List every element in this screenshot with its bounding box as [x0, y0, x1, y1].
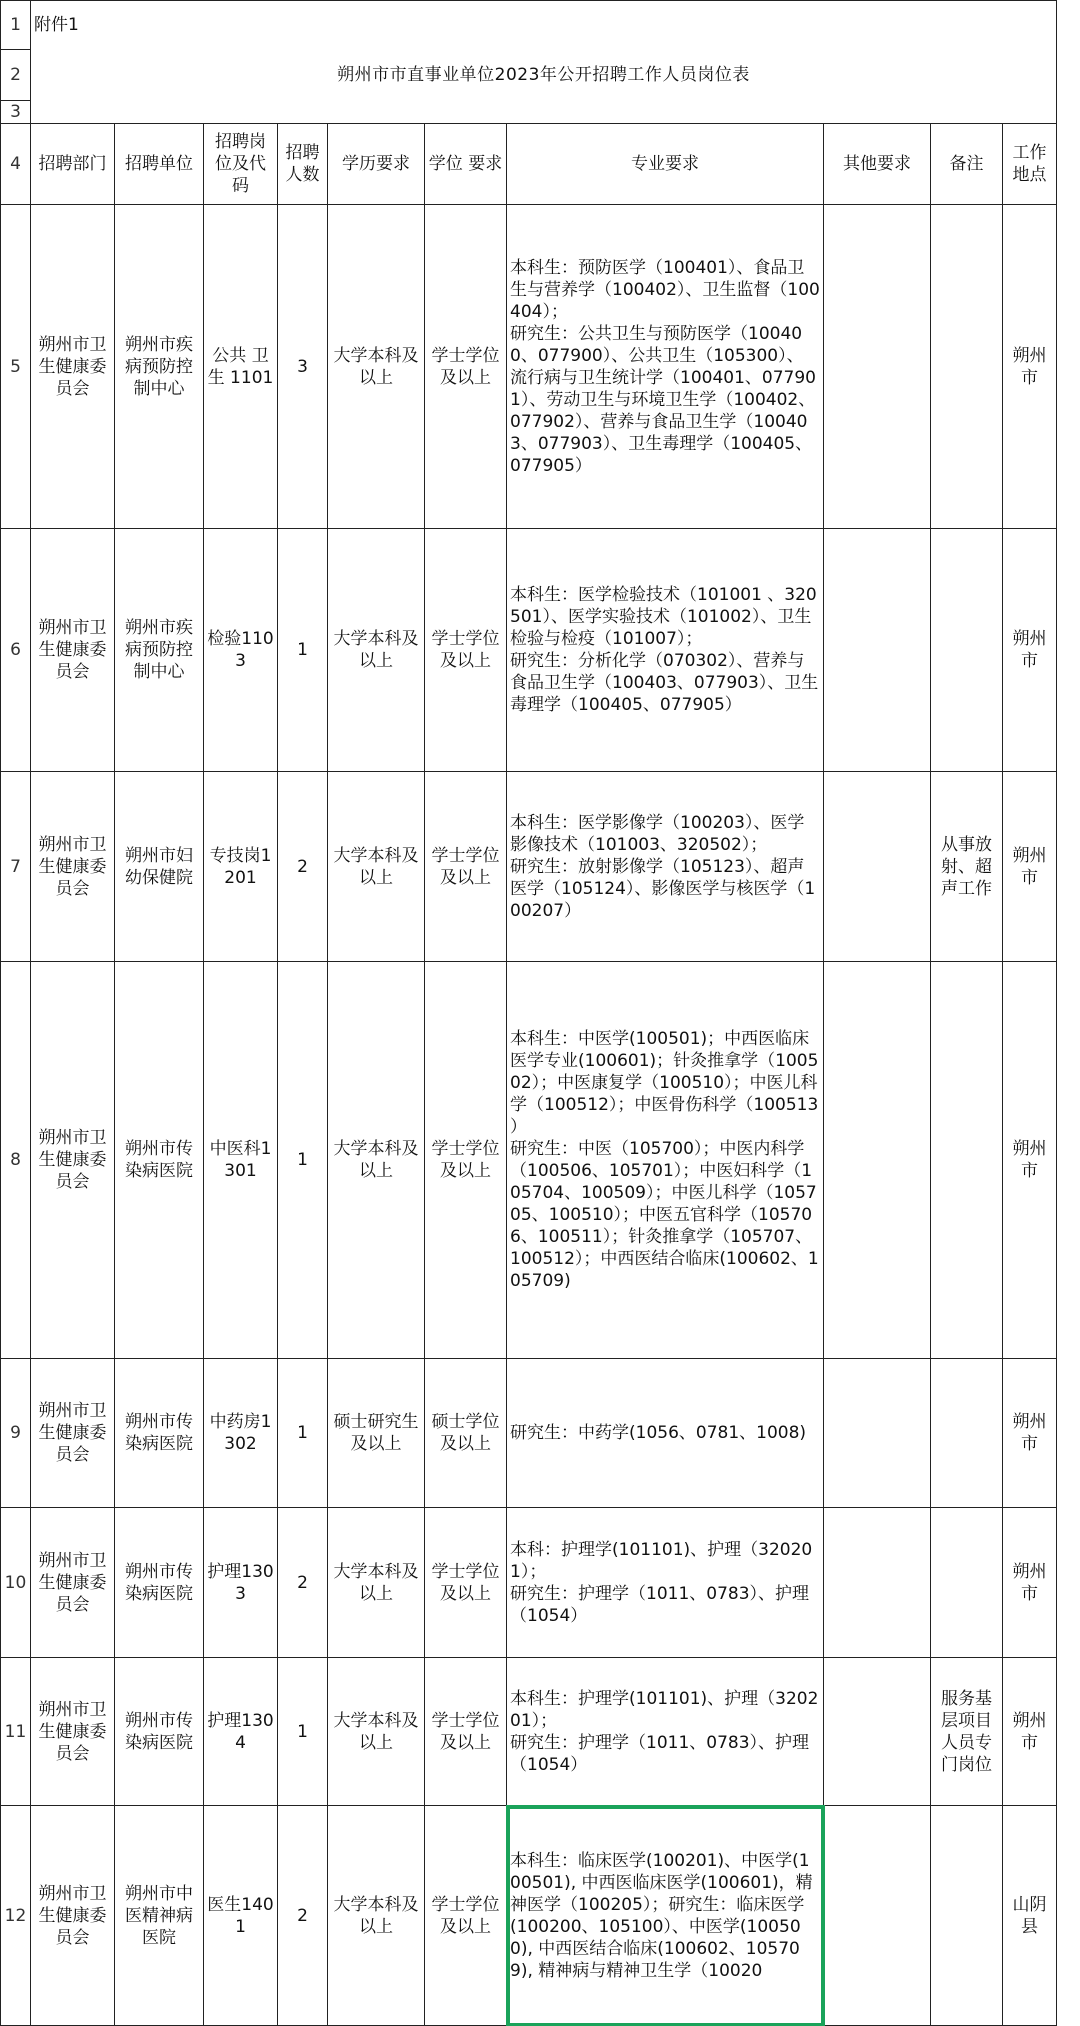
cell-major	[507, 205, 824, 529]
cell-dept: 朔州市卫生健康委员会	[31, 1508, 115, 1658]
major-line: 本科生：护理学(101101)、护理（320201）；	[510, 1688, 819, 1731]
cell-degree: 学士学位及以上	[425, 529, 507, 772]
cell-note	[931, 1508, 1003, 1658]
header-major: 专业要求	[507, 124, 824, 205]
major-line: 研究生：中药学(1056、0781、1008)	[510, 1423, 807, 1443]
cell-count: 2	[278, 1806, 328, 2026]
major-line: 研究生：放射影像学（105123）、超声医学（105124）、影像医学与核医学（100207）	[510, 856, 816, 921]
cell-major	[507, 1359, 824, 1508]
table-row	[1, 1658, 1057, 1806]
title-row	[1, 50, 1057, 101]
row-number: 3	[1, 101, 31, 124]
cell-note: 服务基层项目人员专门岗位	[931, 1658, 1003, 1806]
cell-other	[824, 1508, 931, 1658]
cell-major	[507, 772, 824, 962]
cell-edu: 大学本科及以上	[328, 529, 425, 772]
row-number: 11	[1, 1658, 31, 1806]
cell-other	[824, 529, 931, 772]
row-number: 6	[1, 529, 31, 772]
cell-edu: 大学本科及以上	[328, 962, 425, 1359]
row-number: 1	[1, 1, 31, 50]
spacer-cell	[31, 101, 1057, 124]
cell-count: 2	[278, 1508, 328, 1658]
cell-unit: 朔州市疾病预防控制中心	[115, 529, 204, 772]
major-line: 本科生：临床医学(100201)、中医学(100501), 中西医临床医学(100601)，精神医学（100205）；研究生：临床医学(100200、105100）、中医学(100500), 中西医结合临床(100602、105709), 精神病与精神卫生学（10020	[510, 1850, 813, 1981]
cell-unit: 朔州市传染病医院	[115, 1508, 204, 1658]
cell-note	[931, 205, 1003, 529]
table-row	[1, 1508, 1057, 1658]
header-degree: 学位 要求	[425, 124, 507, 205]
major-line: 研究生：中医（105700）；中医内科学（100506、105701）；中医妇科学（105704、100509）；中医儿科学（105705、100510）；中医五官科学（105706、100511）；针灸推拿学（105707、100512）；中西医结合临床(100602、105709)	[510, 1139, 819, 1291]
cell-note: 从事放射、超声工作	[931, 772, 1003, 962]
cell-major	[507, 1658, 824, 1806]
cell-place: 朔州市	[1003, 529, 1057, 772]
cell-degree: 学士学位及以上	[425, 962, 507, 1359]
cell-unit: 朔州市传染病医院	[115, 1359, 204, 1508]
cell-unit: 朔州市传染病医院	[115, 1658, 204, 1806]
cell-count: 2	[278, 772, 328, 962]
cell-post: 护理1303	[204, 1508, 278, 1658]
cell-other	[824, 1806, 931, 2026]
row-number: 10	[1, 1508, 31, 1658]
row-number: 5	[1, 205, 31, 529]
cell-place: 朔州市	[1003, 1359, 1057, 1508]
cell-edu: 大学本科及以上	[328, 772, 425, 962]
cell-place: 山阴县	[1003, 1806, 1057, 2026]
page-title: 朔州市市直事业单位2023年公开招聘工作人员岗位表	[31, 50, 1057, 101]
cell-place: 朔州市	[1003, 1508, 1057, 1658]
cell-note	[931, 962, 1003, 1359]
table-row	[1, 529, 1057, 772]
cell-dept: 朔州市卫生健康委员会	[31, 1359, 115, 1508]
cell-dept: 朔州市卫生健康委员会	[31, 772, 115, 962]
cell-edu: 大学本科及以上	[328, 1658, 425, 1806]
header-edu: 学历要求	[328, 124, 425, 205]
cell-place: 朔州市	[1003, 205, 1057, 529]
cell-dept: 朔州市卫生健康委员会	[31, 205, 115, 529]
cell-post: 医生1401	[204, 1806, 278, 2026]
cell-post: 检验1103	[204, 529, 278, 772]
cell-edu: 大学本科及以上	[328, 1508, 425, 1658]
cell-major	[507, 1508, 824, 1658]
cell-edu: 大学本科及以上	[328, 205, 425, 529]
header-other: 其他要求	[824, 124, 931, 205]
cell-place: 朔州市	[1003, 1658, 1057, 1806]
cell-post: 中医科1301	[204, 962, 278, 1359]
cell-note	[931, 529, 1003, 772]
cell-unit: 朔州市妇幼保健院	[115, 772, 204, 962]
cell-unit: 朔州市传染病医院	[115, 962, 204, 1359]
cell-degree: 学士学位及以上	[425, 1658, 507, 1806]
cell-degree: 学士学位及以上	[425, 1508, 507, 1658]
spacer-row	[1, 101, 1057, 124]
cell-edu: 硕士研究生及以上	[328, 1359, 425, 1508]
cell-degree: 学士学位及以上	[425, 1806, 507, 2026]
cell-degree: 学士学位及以上	[425, 205, 507, 529]
major-line: 本科生：中医学(100501)；中西医临床医学专业(100601)；针灸推拿学（100502）；中医康复学（100510）；中医儿科学（100512）；中医骨伤科学（100513 ）	[510, 1029, 824, 1137]
cell-other	[824, 1359, 931, 1508]
cell-count: 3	[278, 205, 328, 529]
header-place: 工作 地点	[1003, 124, 1057, 205]
major-line: 研究生：分析化学（070302）、营养与食品卫生学（100403、077903）、卫生毒理学（100405、077905）	[510, 651, 819, 715]
major-line: 研究生：公共卫生与预防医学（100400、077900）、公共卫生（105300）、流行病与卫生统计学（100401、077901）、劳动卫生与环境卫生学（100402、077902）、营养与食品卫生学（100403、077903）、卫生毒理学（100405、077905）	[510, 323, 816, 476]
header-note: 备注	[931, 124, 1003, 205]
cell-count: 1	[278, 962, 328, 1359]
header-count: 招聘人数	[278, 124, 328, 205]
cell-place: 朔州市	[1003, 772, 1057, 962]
cell-other	[824, 962, 931, 1359]
cell-dept: 朔州市卫生健康委员会	[31, 962, 115, 1359]
cell-unit: 朔州市中医精神病医院	[115, 1806, 204, 2026]
cell-degree: 学士学位及以上	[425, 772, 507, 962]
cell-count: 1	[278, 529, 328, 772]
cell-dept: 朔州市卫生健康委员会	[31, 1658, 115, 1806]
cell-count: 1	[278, 1359, 328, 1508]
table-row	[1, 1359, 1057, 1508]
cell-major	[507, 529, 824, 772]
row-number: 7	[1, 772, 31, 962]
cell-dept: 朔州市卫生健康委员会	[31, 529, 115, 772]
header-unit: 招聘单位	[115, 124, 204, 205]
major-line: 本科生：医学检验技术（101001 、320501）、医学实验技术（101002）、卫生检验与检疫（101007）；	[510, 585, 817, 649]
cell-post: 公共 卫生 1101	[204, 205, 278, 529]
header-row	[1, 124, 1057, 205]
cell-post: 中药房1302	[204, 1359, 278, 1508]
cell-dept: 朔州市卫生健康委员会	[31, 1806, 115, 2026]
major-line: 本科生：预防医学（100401）、食品卫生与营养学（100402）、卫生监督（100404）；	[510, 257, 820, 322]
header-post: 招聘岗位及代码	[204, 124, 278, 205]
cell-count: 1	[278, 1658, 328, 1806]
major-line: 研究生：护理学（1011、0783）、护理（1054）	[510, 1732, 810, 1775]
major-line: 本科：护理学(101101)、护理（320201）；	[510, 1539, 813, 1582]
row-number: 8	[1, 962, 31, 1359]
cell-post: 护理1304	[204, 1658, 278, 1806]
cell-post: 专技岗1201	[204, 772, 278, 962]
cell-note	[931, 1806, 1003, 2026]
cell-other	[824, 205, 931, 529]
cell-unit: 朔州市疾病预防控制中心	[115, 205, 204, 529]
cell-note	[931, 1359, 1003, 1508]
cell-place: 朔州市	[1003, 962, 1057, 1359]
table-row	[1, 962, 1057, 1359]
cell-degree: 硕士学位及以上	[425, 1359, 507, 1508]
annex-label: 附件1	[31, 1, 1057, 50]
cell-edu: 大学本科及以上	[328, 1806, 425, 2026]
row-number: 12	[1, 1806, 31, 2026]
major-line: 研究生：护理学（1011、0783）、护理（1054）	[510, 1583, 810, 1626]
table-row	[1, 205, 1057, 529]
header-dept: 招聘部门	[31, 124, 115, 205]
major-line: 本科生：医学影像学（100203）、医学影像技术（101003、320502）；	[510, 812, 805, 855]
row-number: 2	[1, 50, 31, 101]
cell-other	[824, 772, 931, 962]
row-number: 4	[1, 124, 31, 205]
cell-other	[824, 1658, 931, 1806]
cell-major	[507, 962, 824, 1359]
cell-major-selected[interactable]	[507, 1806, 824, 2026]
annex-row	[1, 1, 1057, 50]
table-row	[1, 1806, 1057, 2026]
row-number: 9	[1, 1359, 31, 1508]
table-row	[1, 772, 1057, 962]
